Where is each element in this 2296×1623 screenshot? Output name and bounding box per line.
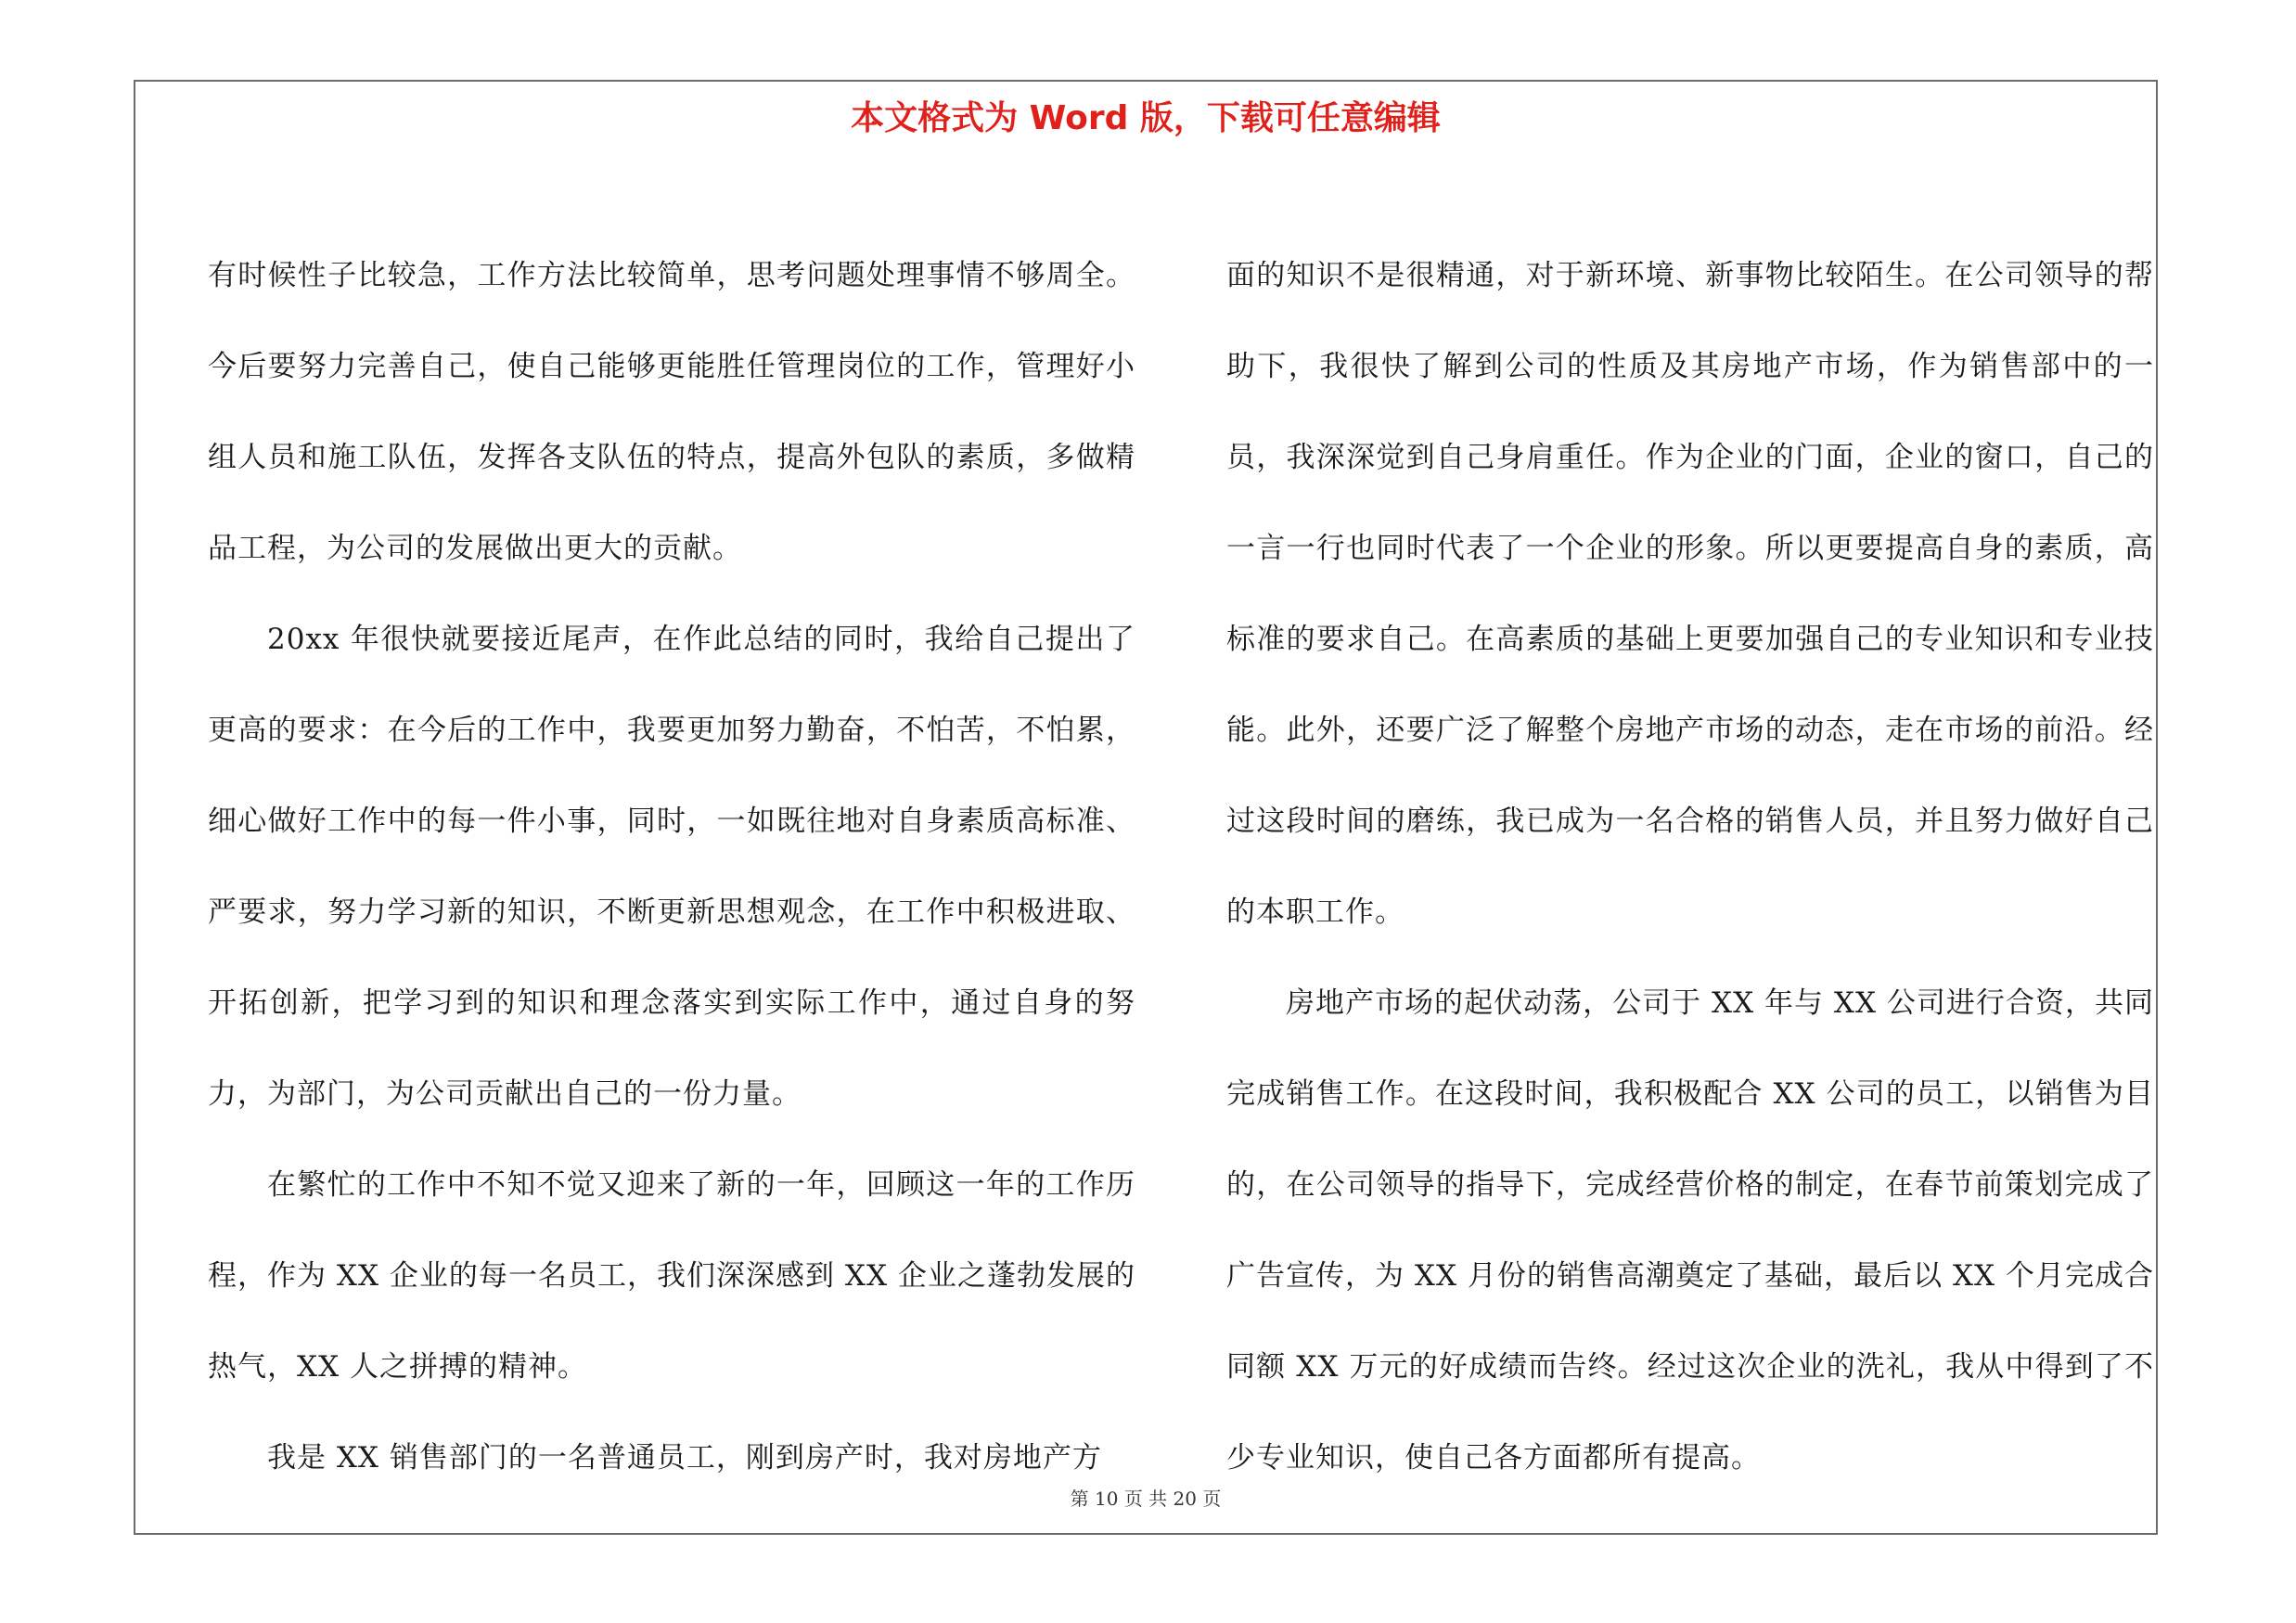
left-column: [208, 230, 1135, 1503]
paragraph-left-3: 在繁忙的工作中不知不觉又迎来了新的一年，回顾这一年的工作历程，作为 XX 企业的每一名员工，我们深深感到 XX 企业之蓬勃发展的热气，XX 人之拼搏的精神。: [208, 1168, 1135, 1384]
paragraph-left-1: 有时候性子比较急，工作方法比较简单，思考问题处理事情不够周全。今后要努力完善自己，使自己能够更能胜任管理岗位的工作，管理好小组人员和施工队伍，发挥各支队伍的特点，提高外包队的素质，多做精品工程，为公司的发展做出更大的贡献。: [208, 259, 1135, 565]
paragraph-right-2: 房地产市场的起伏动荡，公司于 XX 年与 XX 公司进行合资，共同完成销售工作。在这段时间，我积极配合 XX 公司的员工，以销售为目的，在公司领导的指导下，完成经营价格的制定，在春节前策划完成了广告宣传，为 XX 月份的销售高潮奠定了基础，最后以 XX 个月完成合同额 XX 万元的好成绩而告终。经过这次企业的洗礼，我从中得到了不少专业知识，使自己各方面都所有提高。: [1226, 986, 2154, 1475]
page-number-footer: 第 10 页 共 20 页: [1070, 1488, 1222, 1510]
paragraph-left-2: 20xx 年很快就要接近尾声，在作此总结的同时，我给自己提出了更高的要求：在今后的工作中，我要更加努力勤奋，不怕苦，不怕累，细心做好工作中的每一件小事，同时，一如既往地对自身素质高标准、严要求，努力学习新的知识，不断更新思想观念，在工作中积极进取、开拓创新，把学习到的知识和理念落实到实际工作中，通过自身的努力，为部门，为公司贡献出自己的一份力量。: [208, 623, 1135, 1111]
format-banner: 本文格式为 Word 版，下载可任意编辑: [851, 99, 1441, 137]
paragraph-right-1: 面的知识不是很精通，对于新环境、新事物比较陌生。在公司领导的帮助下，我很快了解到公司的性质及其房地产市场，作为销售部中的一员，我深深觉到自己身肩重任。作为企业的门面，企业的窗口，自己的一言一行也同时代表了一个企业的形象。所以更要提高自身的素质，高标准的要求自己。在高素质的基础上更要加强自己的专业知识和专业技能。此外，还要广泛了解整个房地产市场的动态，走在市场的前沿。经过这段时间的磨练，我已成为一名合格的销售人员，并且努力做好自己的本职工作。: [1226, 259, 2154, 929]
right-column: [1226, 230, 2154, 1503]
page-frame: [134, 80, 2158, 1535]
paragraph-left-4: 我是 XX 销售部门的一名普通员工，刚到房产时，我对房地产方: [267, 1441, 1102, 1475]
